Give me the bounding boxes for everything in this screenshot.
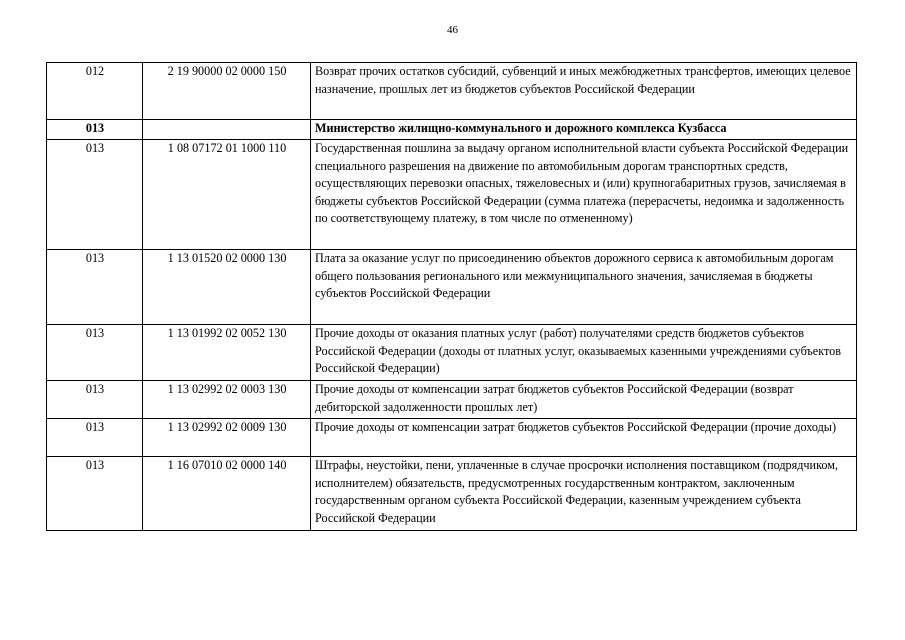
table-row: [47, 250, 857, 325]
admin-code-cell: 013: [47, 457, 143, 531]
revenue-code-cell: 1 13 01520 02 0000 130: [143, 250, 311, 325]
description-cell: Государственная пошлина за выдачу органом исполнительной власти субъекта Российской Федерации специального разрешения на движение по автомобильным дорогам транспортных средств, осуществляющих перевозки опасных, тяжеловесных и (или) крупногабаритных грузов, зачисляемая в бюджеты субъектов Российской Федерации (сумма платежа (перерасчеты, недоимка и задолженность по соответствующему платежу, в том числе по отмененному): [311, 140, 857, 250]
table-row: [47, 419, 857, 457]
admin-code-cell: 013: [47, 140, 143, 250]
revenue-code-cell: 1 13 01992 02 0052 130: [143, 325, 311, 381]
revenue-code-cell: 1 13 02992 02 0009 130: [143, 419, 311, 457]
revenue-code-cell: 1 16 07010 02 0000 140: [143, 457, 311, 531]
revenue-code-cell: 2 19 90000 02 0000 150: [143, 63, 311, 120]
table-row: [47, 381, 857, 419]
admin-code-cell: 013: [47, 381, 143, 419]
admin-code-cell: 013: [47, 419, 143, 457]
admin-code-cell: 012: [47, 63, 143, 120]
admin-code-cell: 013: [47, 250, 143, 325]
description-cell: Прочие доходы от компенсации затрат бюджетов субъектов Российской Федерации (прочие доходы): [311, 419, 857, 457]
table-row: [47, 140, 857, 250]
table-row: [47, 457, 857, 531]
revenue-code-cell: 1 13 02992 02 0003 130: [143, 381, 311, 419]
table-row: [47, 325, 857, 381]
description-cell: Прочие доходы от компенсации затрат бюджетов субъектов Российской Федерации (возврат дебиторской задолженности прошлых лет): [311, 381, 857, 419]
revenue-classification-table: [46, 62, 857, 531]
table-row-section-header: [47, 120, 857, 140]
page-number: 46: [447, 24, 458, 36]
description-cell: Плата за оказание услуг по присоединению объектов дорожного сервиса к автомобильным дорогам общего пользования регионального или межмуниципального значения, зачисляемая в бюджеты субъектов Российской Федерации: [311, 250, 857, 325]
admin-code-cell: 013: [47, 120, 143, 140]
description-cell: Штрафы, неустойки, пени, уплаченные в случае просрочки исполнения поставщиком (подрядчиком, исполнителем) обязательств, предусмотренных государственным контрактом, заключенным государственным органом субъекта Российской Федерации, казенным учреждением субъекта Российской Федерации: [311, 457, 857, 531]
description-cell: Прочие доходы от оказания платных услуг (работ) получателями средств бюджетов субъектов Российской Федерации (доходы от платных услуг, оказываемых казенными учреждениями субъектов Российской Федерации): [311, 325, 857, 381]
admin-code-cell: 013: [47, 325, 143, 381]
revenue-code-cell: 1 08 07172 01 1000 110: [143, 140, 311, 250]
description-cell: Возврат прочих остатков субсидий, субвенций и иных межбюджетных трансфертов, имеющих целевое назначение, прошлых лет из бюджетов субъектов Российской Федерации: [311, 63, 857, 120]
description-cell: Министерство жилищно-коммунального и дорожного комплекса Кузбасса: [311, 120, 857, 140]
revenue-code-cell: [143, 120, 311, 140]
table-row: [47, 63, 857, 120]
